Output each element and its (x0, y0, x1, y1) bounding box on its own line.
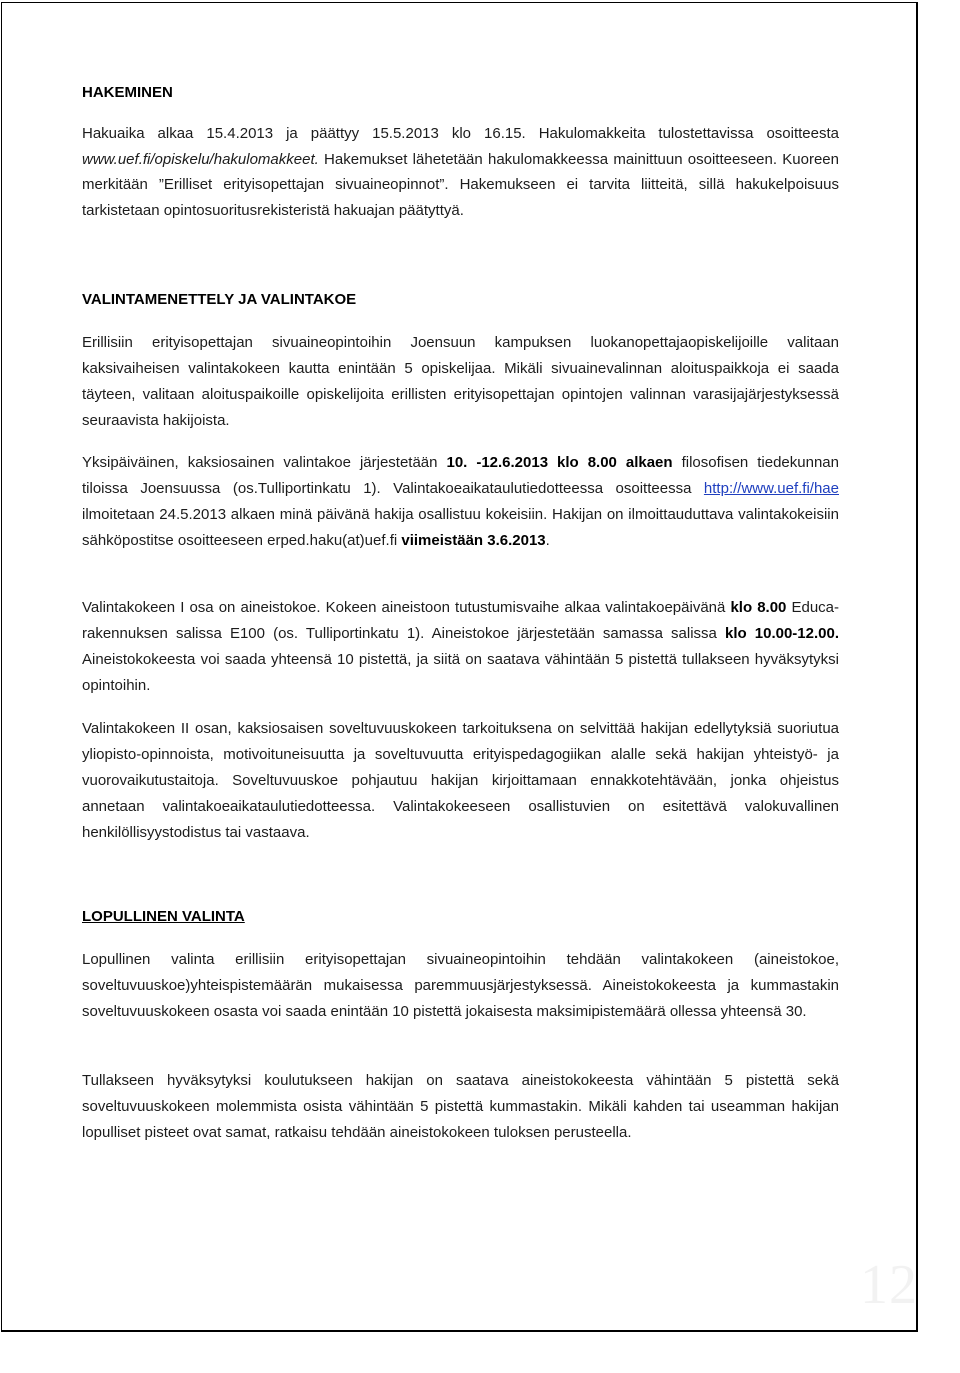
text: Hakemukset lähetetään hakulomakkeessa mainittuun osoitteeseen. Kuoreen merkitään ”Erilliset erityisopettajan sivuaineopinnot”. Hakemukseen ei tarvita liitteitä, sillä hakukelpoisuus tarkistetaan opintosuoritusrekisteristä hakuajan päätyttyä. (82, 150, 839, 219)
paragraph-valintamenettely-3 (82, 595, 839, 699)
paragraph-valintamenettely-2 (82, 450, 839, 554)
text: ilmoitetaan 24.5.2013 alkaen minä päivänä hakija osallistuu kokeisiin. Hakijan on ilmoittauduttava valintakokeisiin sähköpostitse osoitteeseen erped.haku(at)uef.fi (82, 506, 839, 549)
exam-dates: 10. -12.6.2013 klo 8.00 alkaen (446, 454, 673, 471)
exam-time: klo 10.00-12.00. (724, 625, 839, 642)
text: Yksipäiväinen, kaksiosainen valintakoe järjestetään (82, 454, 447, 471)
paragraph-valintamenettely-4: Valintakokeen II osan, kaksiosaisen soveltuvuuskokeen tarkoituksena on selvittää hakijan edellytyksiä suoriutua yliopisto-opinnoista, motivoituneisuutta ja soveltuvuutta erityispedagogiikan alalle sekä hakijan yhteistyö- ja vuorovaikutustaitoja. Soveltuvuuskoe pohjautuu hakijan kirjoittamaan ennakkotehtävään, jonka ohjeistus annetaan valintakoeaikataulutiedotteessa. Valintakokeeseen osallistuvien on esitettävä valokuvallinen henkilöllisyystodistus tai vastaava. (82, 720, 839, 841)
start-time: klo 8.00 (730, 599, 787, 616)
section-heading-lopullinen: LOPULLINEN VALINTA (82, 908, 245, 925)
paragraph-valintamenettely-1: Erillisiin erityisopettajan sivuaineopintoihin Joensuun kampuksen luokanopettajaopiskelijoille valitaan kaksivaiheisen valintakokeen kautta enintään 5 opiskelijaa. Mikäli sivuainevalinnan aloituspaikkoja ei saada täyteen, valitaan aloituspaikoille opiskelijoita erillisten erityisopettajan opintojen valinnan varasijajärjestyksessä seuraavista hakijoista. (82, 334, 839, 429)
deadline: viimeistään 3.6.2013 (401, 532, 546, 549)
text: Educa-rakennuksen salissa E100 (os. Tulliportinkatu 1). Aineistokoe järjestetään samassa salissa (82, 599, 839, 642)
paragraph-hakeminen (82, 121, 839, 223)
application-url-text: www.uef.fi/opiskelu/hakulomakkeet. (82, 150, 319, 168)
hae-link[interactable]: http://www.uef.fi/hae (703, 480, 839, 497)
section-heading-hakeminen: HAKEMINEN (82, 84, 173, 101)
text: Hakuaika alkaa 15.4.2013 ja päättyy 15.5.2013 klo 16.15. Hakulomakkeita tulostettavissa osoitteesta (82, 125, 839, 142)
text: Aineistokokeesta voi saada yhteensä 10 pistettä, ja siitä on saatava vähintään 5 pistettä tullakseen hyväksytyksi opintoihin. (82, 651, 839, 694)
section-heading-valintamenettely: VALINTAMENETTELY JA VALINTAKOE (82, 291, 357, 308)
page-number: 12 (860, 1254, 918, 1316)
text: Valintakokeen I osa on aineistokoe. Kokeen aineistoon tutustumisvaihe alkaa valintakoepäivänä (82, 599, 731, 616)
paragraph-lopullinen-1: Lopullinen valinta erillisiin erityisopettajan sivuaineopintoihin tehdään valintakokeen (aineistokoe, soveltuvuuskoe)yhteispistemäärän mukaisessa paremmuusjärjestyksessä. Aineistokokeesta ja kummastakin soveltuvuuskokeen osasta voi saada enintään 10 pistettä jokaisesta maksimipistemäärä ollessa yhteensä 30. (82, 951, 839, 1020)
text: filosofisen tiedekunnan tiloissa Joensuussa (os.Tulliportinkatu 1). Valintakoeaikataulutiedotteessa osoitteessa (82, 454, 839, 497)
text: . (545, 532, 550, 549)
paragraph-lopullinen-2: Tullakseen hyväksytyksi koulutukseen hakijan on saatava aineistokokeesta vähintään 5 pistettä sekä soveltuvuuskokeen molemmista osista vähintään 5 pistettä kummastakin. Mikäli kahden tai useamman hakijan lopulliset pisteet ovat samat, ratkaisu tehdään aineistokokeen tuloksen perusteella. (82, 1072, 839, 1141)
